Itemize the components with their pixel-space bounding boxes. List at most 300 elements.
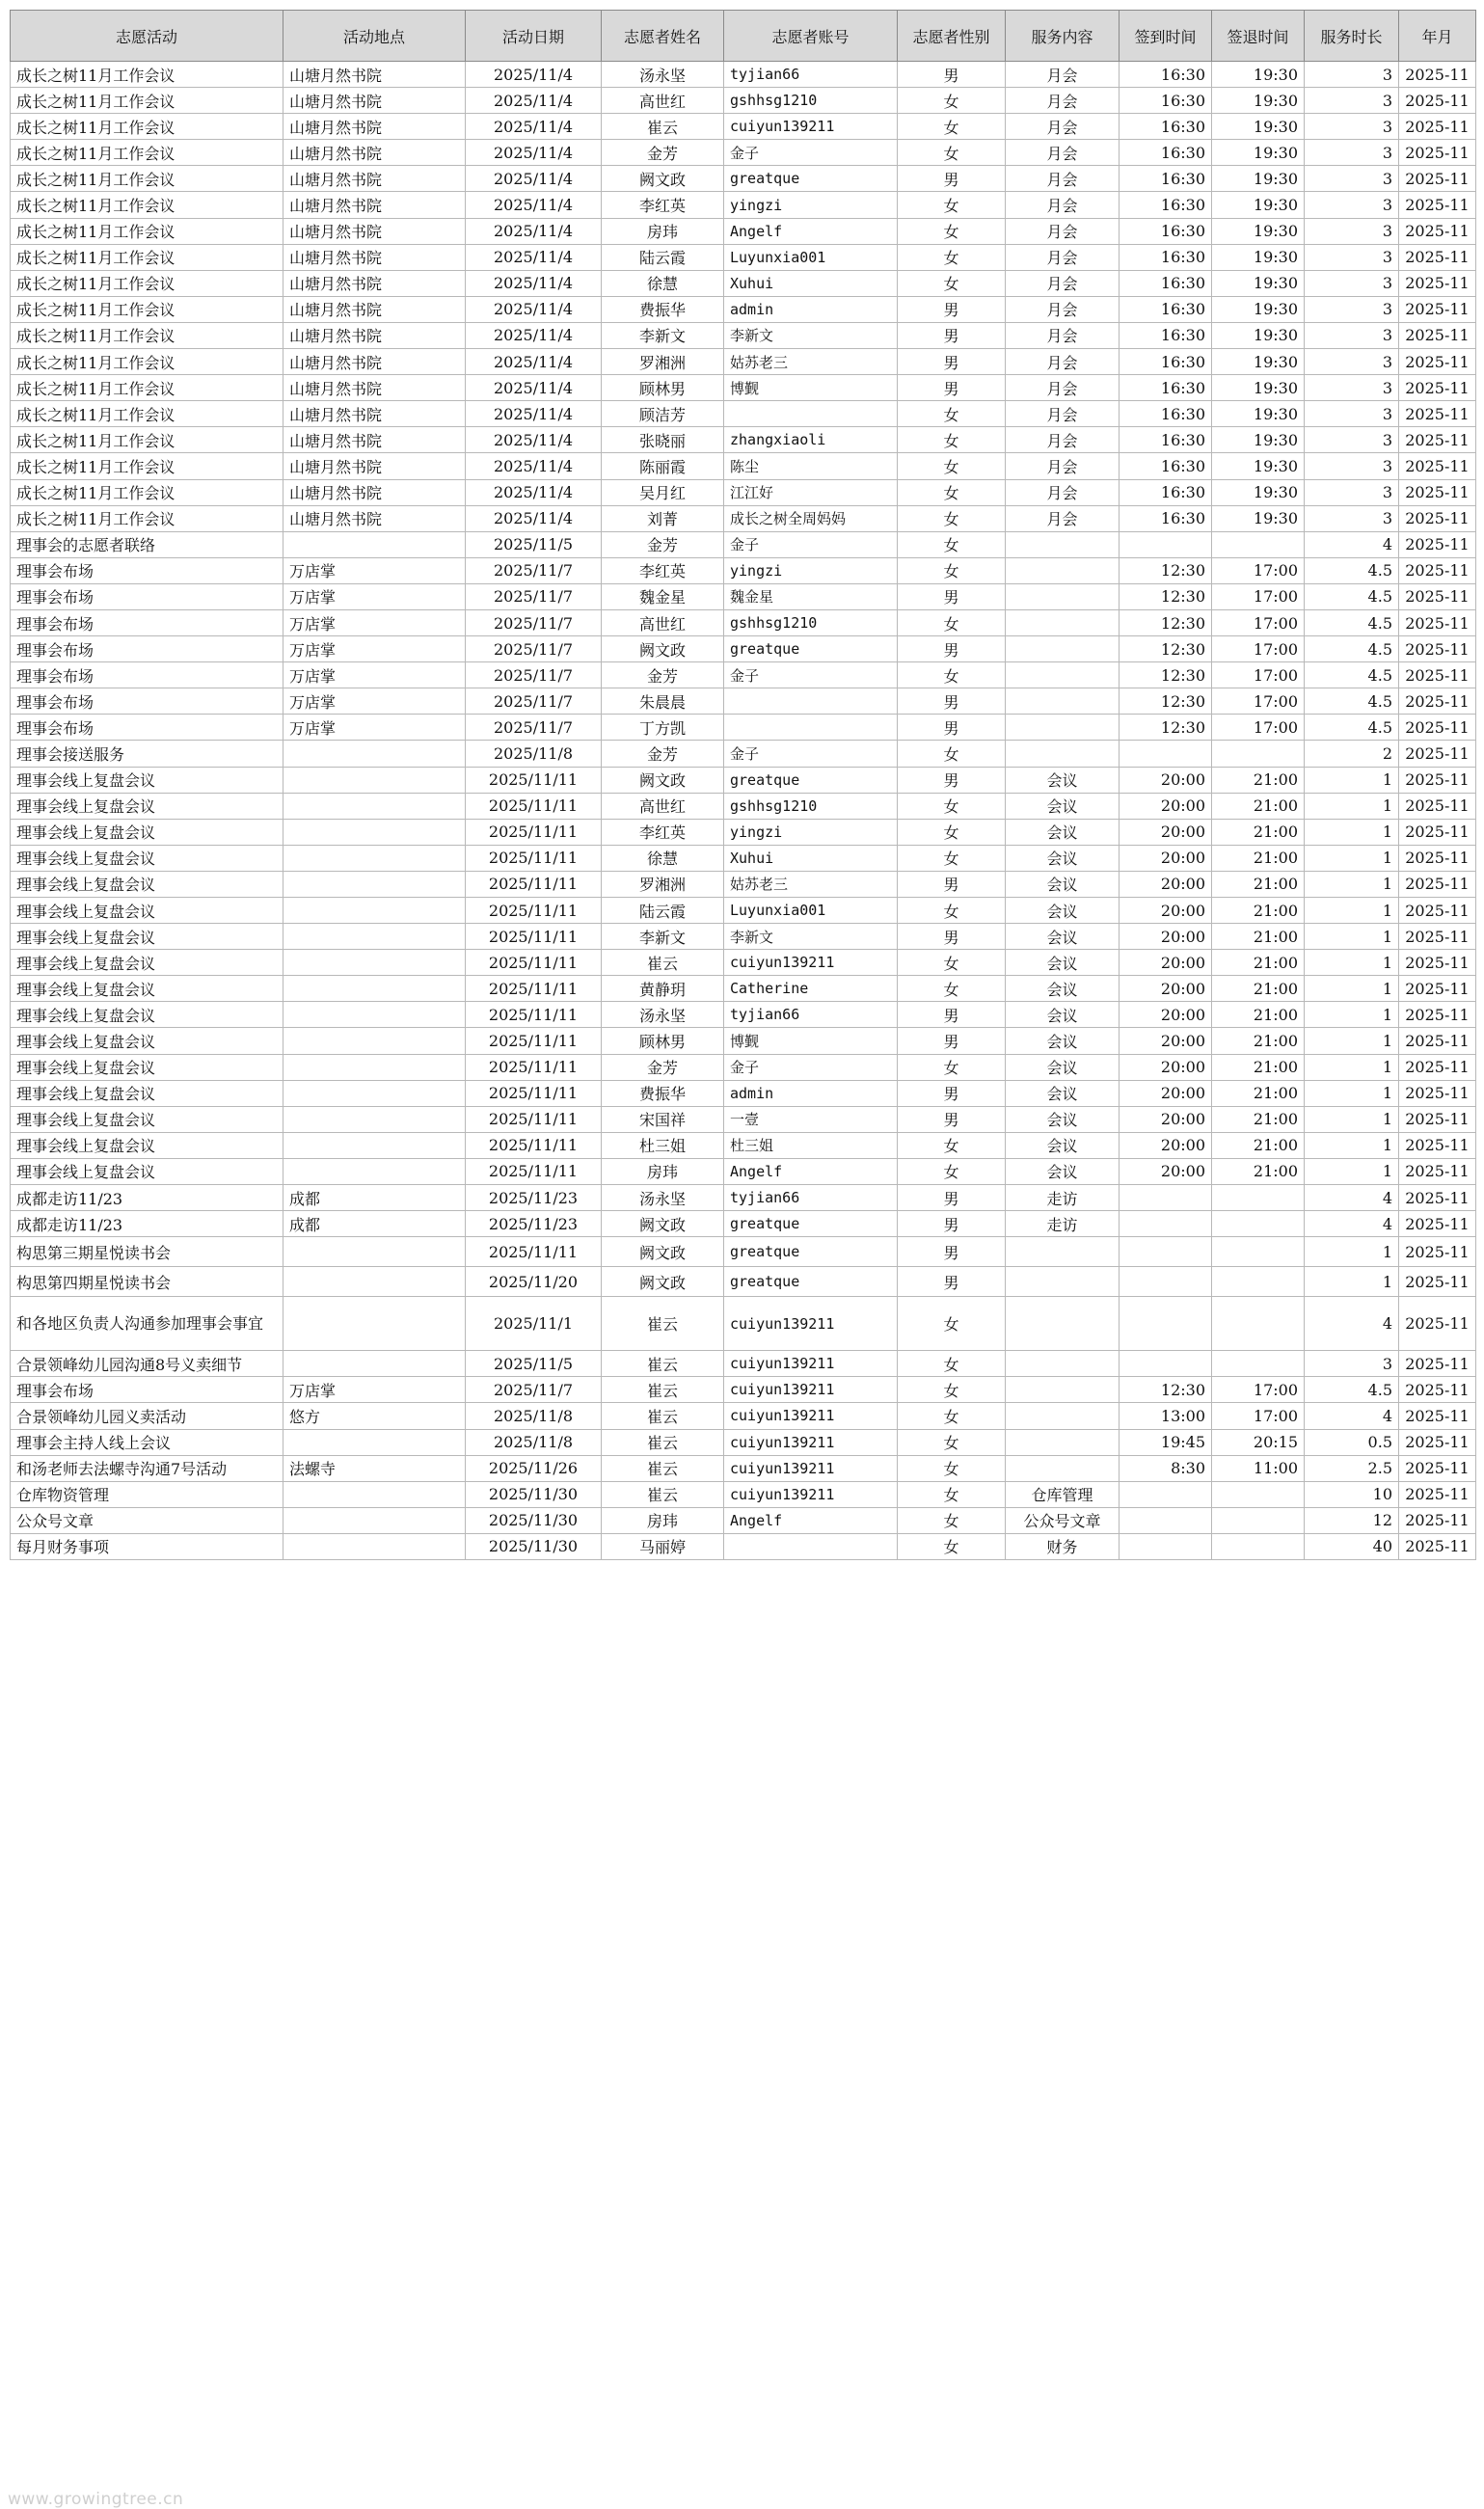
cell-activity: 理事会线上复盘会议 <box>11 871 283 897</box>
cell-account: 杜三姐 <box>724 1132 898 1158</box>
table-row[interactable] <box>11 898 1476 924</box>
cell-location: 山塘月然书院 <box>283 349 466 375</box>
cell-name: 崔云 <box>602 1377 724 1403</box>
cell-hours: 4.5 <box>1305 688 1399 715</box>
cell-checkout: 20:15 <box>1212 1429 1305 1455</box>
cell-checkout <box>1212 1481 1305 1507</box>
table-row[interactable] <box>11 924 1476 950</box>
cell-name: 崔云 <box>602 114 724 140</box>
cell-gender: 女 <box>898 479 1006 505</box>
cell-checkin: 12:30 <box>1120 715 1212 741</box>
table-row[interactable] <box>11 767 1476 793</box>
cell-checkin <box>1120 1507 1212 1533</box>
cell-service: 月会 <box>1006 270 1120 296</box>
cell-hours: 3 <box>1305 427 1399 453</box>
cell-checkout: 17:00 <box>1212 1377 1305 1403</box>
table-row[interactable] <box>11 1158 1476 1184</box>
cell-activity: 成长之树11月工作会议 <box>11 375 283 401</box>
cell-checkin <box>1120 1237 1212 1267</box>
cell-location <box>283 1054 466 1080</box>
table-row[interactable] <box>11 662 1476 688</box>
table-row[interactable] <box>11 1455 1476 1481</box>
cell-hours: 1 <box>1305 1132 1399 1158</box>
table-row[interactable] <box>11 349 1476 375</box>
cell-name: 崔云 <box>602 1481 724 1507</box>
cell-service: 月会 <box>1006 349 1120 375</box>
cell-gender: 女 <box>898 244 1006 270</box>
table-row[interactable] <box>11 1054 1476 1080</box>
cell-service <box>1006 1377 1120 1403</box>
cell-account: cuiyun139211 <box>724 114 898 140</box>
cell-name: 高世红 <box>602 88 724 114</box>
cell-checkout: 21:00 <box>1212 1106 1305 1132</box>
cell-activity: 合景领峰幼儿园沟通8号义卖细节 <box>11 1351 283 1377</box>
cell-hours: 1 <box>1305 1158 1399 1184</box>
column-header-gender[interactable]: 志愿者性别 <box>898 11 1006 62</box>
cell-checkin: 20:00 <box>1120 1106 1212 1132</box>
cell-service: 月会 <box>1006 322 1120 348</box>
cell-gender: 女 <box>898 1351 1006 1377</box>
cell-name: 金芳 <box>602 662 724 688</box>
cell-checkout: 21:00 <box>1212 767 1305 793</box>
cell-checkout: 19:30 <box>1212 192 1305 218</box>
table-row[interactable] <box>11 401 1476 427</box>
cell-service: 月会 <box>1006 479 1120 505</box>
cell-gender: 女 <box>898 845 1006 871</box>
table-row[interactable] <box>11 557 1476 583</box>
cell-checkin: 8:30 <box>1120 1455 1212 1481</box>
cell-checkout: 17:00 <box>1212 662 1305 688</box>
table-row[interactable] <box>11 1267 1476 1297</box>
cell-activity: 成长之树11月工作会议 <box>11 244 283 270</box>
table-row[interactable] <box>11 218 1476 244</box>
cell-date: 2025/11/11 <box>466 1080 602 1106</box>
cell-activity: 成长之树11月工作会议 <box>11 218 283 244</box>
cell-name: 陆云霞 <box>602 244 724 270</box>
cell-checkin: 20:00 <box>1120 819 1212 845</box>
cell-month: 2025-11 <box>1399 453 1476 479</box>
cell-date: 2025/11/30 <box>466 1481 602 1507</box>
cell-activity: 合景领峰幼儿园义卖活动 <box>11 1403 283 1429</box>
cell-hours: 3 <box>1305 218 1399 244</box>
column-header-activity[interactable]: 志愿活动 <box>11 11 283 62</box>
cell-month: 2025-11 <box>1399 924 1476 950</box>
cell-name: 阙文政 <box>602 1211 724 1237</box>
cell-checkout: 19:30 <box>1212 244 1305 270</box>
column-header-account[interactable]: 志愿者账号 <box>724 11 898 62</box>
cell-name: 金芳 <box>602 140 724 166</box>
cell-hours: 3 <box>1305 62 1399 88</box>
volunteer-hours-table <box>10 10 1476 1560</box>
table-row[interactable] <box>11 1507 1476 1533</box>
table-row[interactable] <box>11 1002 1476 1028</box>
cell-checkout: 19:30 <box>1212 505 1305 531</box>
cell-service: 财务 <box>1006 1533 1120 1559</box>
cell-location: 山塘月然书院 <box>283 401 466 427</box>
cell-service: 月会 <box>1006 114 1120 140</box>
cell-gender: 女 <box>898 1507 1006 1533</box>
cell-name: 高世红 <box>602 793 724 819</box>
cell-account: zhangxiaoli <box>724 427 898 453</box>
table-row[interactable] <box>11 166 1476 192</box>
cell-checkout: 17:00 <box>1212 583 1305 609</box>
cell-gender: 男 <box>898 871 1006 897</box>
cell-name: 宋国祥 <box>602 1106 724 1132</box>
table-row[interactable] <box>11 793 1476 819</box>
cell-location <box>283 793 466 819</box>
cell-service <box>1006 1429 1120 1455</box>
cell-checkout <box>1212 1211 1305 1237</box>
cell-service <box>1006 531 1120 557</box>
cell-checkout: 21:00 <box>1212 819 1305 845</box>
cell-location <box>283 1080 466 1106</box>
cell-gender: 男 <box>898 1211 1006 1237</box>
cell-month: 2025-11 <box>1399 793 1476 819</box>
cell-month: 2025-11 <box>1399 1028 1476 1054</box>
column-header-service[interactable]: 服务内容 <box>1006 11 1120 62</box>
table-row[interactable] <box>11 636 1476 662</box>
cell-checkin: 20:00 <box>1120 898 1212 924</box>
cell-service: 会议 <box>1006 898 1120 924</box>
cell-service: 会议 <box>1006 793 1120 819</box>
table-row[interactable] <box>11 1237 1476 1267</box>
table-row[interactable] <box>11 819 1476 845</box>
cell-date: 2025/11/4 <box>466 349 602 375</box>
cell-activity: 理事会布场 <box>11 609 283 635</box>
table-row[interactable] <box>11 114 1476 140</box>
cell-gender: 女 <box>898 950 1006 976</box>
cell-account: cuiyun139211 <box>724 1351 898 1377</box>
cell-account: 成长之树全周妈妈 <box>724 505 898 531</box>
cell-month: 2025-11 <box>1399 140 1476 166</box>
cell-gender: 女 <box>898 1481 1006 1507</box>
cell-checkout: 21:00 <box>1212 845 1305 871</box>
cell-account: greatque <box>724 1237 898 1267</box>
cell-activity: 理事会线上复盘会议 <box>11 845 283 871</box>
cell-account: cuiyun139211 <box>724 1403 898 1429</box>
cell-checkin: 20:00 <box>1120 1002 1212 1028</box>
cell-checkin: 12:30 <box>1120 609 1212 635</box>
cell-location <box>283 1028 466 1054</box>
cell-checkout: 17:00 <box>1212 636 1305 662</box>
cell-location: 万店掌 <box>283 636 466 662</box>
cell-gender: 男 <box>898 583 1006 609</box>
cell-gender: 男 <box>898 1080 1006 1106</box>
cell-service: 会议 <box>1006 767 1120 793</box>
cell-location <box>283 898 466 924</box>
cell-location <box>283 976 466 1002</box>
table-row[interactable] <box>11 688 1476 715</box>
cell-date: 2025/11/8 <box>466 1429 602 1455</box>
cell-date: 2025/11/11 <box>466 793 602 819</box>
cell-account: cuiyun139211 <box>724 1481 898 1507</box>
cell-location: 悠方 <box>283 1403 466 1429</box>
cell-hours: 3 <box>1305 453 1399 479</box>
cell-date: 2025/11/7 <box>466 583 602 609</box>
cell-location: 山塘月然书院 <box>283 479 466 505</box>
cell-checkin: 12:30 <box>1120 662 1212 688</box>
table-row[interactable] <box>11 1297 1476 1351</box>
cell-checkin <box>1120 1297 1212 1351</box>
cell-account: Luyunxia001 <box>724 244 898 270</box>
cell-month: 2025-11 <box>1399 688 1476 715</box>
cell-checkin <box>1120 1351 1212 1377</box>
cell-hours: 3 <box>1305 140 1399 166</box>
table-row[interactable] <box>11 427 1476 453</box>
column-header-month[interactable]: 年月 <box>1399 11 1476 62</box>
table-row[interactable] <box>11 88 1476 114</box>
cell-gender: 女 <box>898 270 1006 296</box>
table-row[interactable] <box>11 1106 1476 1132</box>
header-row <box>11 11 1476 62</box>
cell-location: 山塘月然书院 <box>283 505 466 531</box>
cell-hours: 4 <box>1305 531 1399 557</box>
cell-activity: 成长之树11月工作会议 <box>11 270 283 296</box>
cell-month: 2025-11 <box>1399 715 1476 741</box>
cell-month: 2025-11 <box>1399 583 1476 609</box>
cell-location <box>283 845 466 871</box>
cell-service: 月会 <box>1006 62 1120 88</box>
cell-checkout: 11:00 <box>1212 1455 1305 1481</box>
cell-checkout <box>1212 741 1305 767</box>
table-row[interactable] <box>11 1481 1476 1507</box>
table-row[interactable] <box>11 715 1476 741</box>
table-row[interactable] <box>11 1132 1476 1158</box>
cell-month: 2025-11 <box>1399 114 1476 140</box>
cell-checkin: 16:30 <box>1120 218 1212 244</box>
cell-activity: 理事会线上复盘会议 <box>11 1002 283 1028</box>
table-row[interactable] <box>11 1533 1476 1559</box>
cell-date: 2025/11/5 <box>466 531 602 557</box>
cell-date: 2025/11/4 <box>466 88 602 114</box>
cell-hours: 1 <box>1305 845 1399 871</box>
cell-location <box>283 924 466 950</box>
table-row[interactable] <box>11 322 1476 348</box>
cell-service <box>1006 1403 1120 1429</box>
cell-checkin: 16:30 <box>1120 349 1212 375</box>
table-row[interactable] <box>11 609 1476 635</box>
cell-service <box>1006 1267 1120 1297</box>
table-row[interactable] <box>11 871 1476 897</box>
column-header-checkin[interactable]: 签到时间 <box>1120 11 1212 62</box>
cell-checkout: 21:00 <box>1212 898 1305 924</box>
cell-gender: 男 <box>898 715 1006 741</box>
cell-account: gshhsg1210 <box>724 609 898 635</box>
cell-account: yingzi <box>724 819 898 845</box>
table-row[interactable] <box>11 140 1476 166</box>
cell-month: 2025-11 <box>1399 819 1476 845</box>
table-row[interactable] <box>11 192 1476 218</box>
cell-hours: 1 <box>1305 1002 1399 1028</box>
table-row[interactable] <box>11 1080 1476 1106</box>
table-row[interactable] <box>11 505 1476 531</box>
cell-activity: 构思第三期星悦读书会 <box>11 1237 283 1267</box>
table-row[interactable] <box>11 296 1476 322</box>
cell-gender: 女 <box>898 114 1006 140</box>
cell-month: 2025-11 <box>1399 427 1476 453</box>
cell-activity: 成长之树11月工作会议 <box>11 166 283 192</box>
cell-month: 2025-11 <box>1399 375 1476 401</box>
cell-date: 2025/11/11 <box>466 1028 602 1054</box>
table-row[interactable] <box>11 62 1476 88</box>
cell-date: 2025/11/5 <box>466 1351 602 1377</box>
cell-location <box>283 1106 466 1132</box>
cell-checkin: 16:30 <box>1120 244 1212 270</box>
site-watermark: www.growingtree.cn <box>8 2490 184 2509</box>
table-row[interactable] <box>11 1377 1476 1403</box>
cell-checkin <box>1120 1211 1212 1237</box>
cell-month: 2025-11 <box>1399 479 1476 505</box>
cell-service: 会议 <box>1006 1080 1120 1106</box>
cell-hours: 1 <box>1305 793 1399 819</box>
column-header-checkout[interactable]: 签退时间 <box>1212 11 1305 62</box>
cell-account: 姑苏老三 <box>724 871 898 897</box>
cell-month: 2025-11 <box>1399 662 1476 688</box>
column-header-hours[interactable]: 服务时长 <box>1305 11 1399 62</box>
cell-name: 阙文政 <box>602 767 724 793</box>
cell-checkout: 21:00 <box>1212 1054 1305 1080</box>
cell-activity: 和各地区负责人沟通参加理事会事宜 <box>11 1297 283 1351</box>
cell-service: 月会 <box>1006 140 1120 166</box>
cell-month: 2025-11 <box>1399 1080 1476 1106</box>
cell-date: 2025/11/8 <box>466 1403 602 1429</box>
cell-activity: 理事会线上复盘会议 <box>11 1028 283 1054</box>
cell-account: cuiyun139211 <box>724 1297 898 1351</box>
cell-location: 万店掌 <box>283 557 466 583</box>
cell-service <box>1006 583 1120 609</box>
cell-name: 崔云 <box>602 1403 724 1429</box>
cell-activity: 成长之树11月工作会议 <box>11 192 283 218</box>
column-header-date[interactable]: 活动日期 <box>466 11 602 62</box>
cell-gender: 男 <box>898 62 1006 88</box>
table-row[interactable] <box>11 244 1476 270</box>
cell-gender: 女 <box>898 1132 1006 1158</box>
table-row[interactable] <box>11 950 1476 976</box>
cell-activity: 理事会线上复盘会议 <box>11 1106 283 1132</box>
cell-date: 2025/11/11 <box>466 950 602 976</box>
cell-checkout: 21:00 <box>1212 950 1305 976</box>
cell-checkin <box>1120 1185 1212 1211</box>
cell-activity: 和汤老师去法螺寺沟通7号活动 <box>11 1455 283 1481</box>
cell-activity: 理事会布场 <box>11 1377 283 1403</box>
cell-account: admin <box>724 296 898 322</box>
cell-name: 刘菁 <box>602 505 724 531</box>
table-row[interactable] <box>11 531 1476 557</box>
cell-service: 会议 <box>1006 1054 1120 1080</box>
cell-checkin: 16:30 <box>1120 505 1212 531</box>
cell-hours: 3 <box>1305 192 1399 218</box>
cell-activity: 理事会布场 <box>11 688 283 715</box>
cell-gender: 男 <box>898 296 1006 322</box>
cell-name: 丁方凯 <box>602 715 724 741</box>
cell-hours: 4.5 <box>1305 715 1399 741</box>
table-row[interactable] <box>11 270 1476 296</box>
cell-location: 山塘月然书院 <box>283 322 466 348</box>
cell-date: 2025/11/11 <box>466 898 602 924</box>
cell-location <box>283 531 466 557</box>
cell-gender: 女 <box>898 88 1006 114</box>
cell-account: cuiyun139211 <box>724 1429 898 1455</box>
cell-location: 山塘月然书院 <box>283 114 466 140</box>
cell-hours: 3 <box>1305 322 1399 348</box>
cell-month: 2025-11 <box>1399 871 1476 897</box>
cell-checkout: 21:00 <box>1212 1028 1305 1054</box>
cell-activity: 仓库物资管理 <box>11 1481 283 1507</box>
cell-month: 2025-11 <box>1399 609 1476 635</box>
cell-checkout: 21:00 <box>1212 976 1305 1002</box>
cell-checkout: 19:30 <box>1212 453 1305 479</box>
table-row[interactable] <box>11 741 1476 767</box>
cell-name: 房玮 <box>602 218 724 244</box>
cell-gender: 女 <box>898 218 1006 244</box>
cell-checkin: 16:30 <box>1120 114 1212 140</box>
cell-checkout <box>1212 1297 1305 1351</box>
cell-checkout: 19:30 <box>1212 88 1305 114</box>
table-row[interactable] <box>11 1429 1476 1455</box>
table-row[interactable] <box>11 1028 1476 1054</box>
cell-activity: 成长之树11月工作会议 <box>11 453 283 479</box>
column-header-name[interactable]: 志愿者姓名 <box>602 11 724 62</box>
table-row[interactable] <box>11 845 1476 871</box>
cell-gender: 女 <box>898 1533 1006 1559</box>
cell-activity: 成长之树11月工作会议 <box>11 296 283 322</box>
cell-activity: 成长之树11月工作会议 <box>11 114 283 140</box>
cell-checkout: 17:00 <box>1212 1403 1305 1429</box>
table-row[interactable] <box>11 1351 1476 1377</box>
table-row[interactable] <box>11 375 1476 401</box>
cell-date: 2025/11/4 <box>466 375 602 401</box>
cell-hours: 1 <box>1305 1028 1399 1054</box>
cell-hours: 3 <box>1305 270 1399 296</box>
table-row[interactable] <box>11 976 1476 1002</box>
table-row[interactable] <box>11 479 1476 505</box>
column-header-location[interactable]: 活动地点 <box>283 11 466 62</box>
cell-date: 2025/11/8 <box>466 741 602 767</box>
table-row[interactable] <box>11 1403 1476 1429</box>
cell-location: 山塘月然书院 <box>283 270 466 296</box>
table-row[interactable] <box>11 453 1476 479</box>
cell-service <box>1006 1297 1120 1351</box>
cell-activity: 理事会线上复盘会议 <box>11 1054 283 1080</box>
cell-month: 2025-11 <box>1399 1455 1476 1481</box>
cell-service: 走访 <box>1006 1185 1120 1211</box>
cell-gender: 女 <box>898 531 1006 557</box>
table-row[interactable] <box>11 1185 1476 1211</box>
cell-date: 2025/11/20 <box>466 1267 602 1297</box>
cell-checkin: 20:00 <box>1120 976 1212 1002</box>
table-row[interactable] <box>11 1211 1476 1237</box>
cell-service: 月会 <box>1006 427 1120 453</box>
table-row[interactable] <box>11 583 1476 609</box>
cell-checkin: 16:30 <box>1120 140 1212 166</box>
cell-checkin: 16:30 <box>1120 322 1212 348</box>
cell-month: 2025-11 <box>1399 192 1476 218</box>
cell-checkout <box>1212 1507 1305 1533</box>
cell-name: 阙文政 <box>602 166 724 192</box>
cell-service: 会议 <box>1006 1028 1120 1054</box>
cell-account: gshhsg1210 <box>724 88 898 114</box>
cell-checkout: 19:30 <box>1212 322 1305 348</box>
cell-name: 汤永坚 <box>602 1185 724 1211</box>
cell-service: 会议 <box>1006 1002 1120 1028</box>
cell-gender: 女 <box>898 453 1006 479</box>
cell-checkin: 20:00 <box>1120 871 1212 897</box>
cell-account: 金子 <box>724 662 898 688</box>
cell-service <box>1006 1237 1120 1267</box>
table-body <box>11 62 1476 1560</box>
cell-hours: 40 <box>1305 1533 1399 1559</box>
cell-checkout: 19:30 <box>1212 427 1305 453</box>
